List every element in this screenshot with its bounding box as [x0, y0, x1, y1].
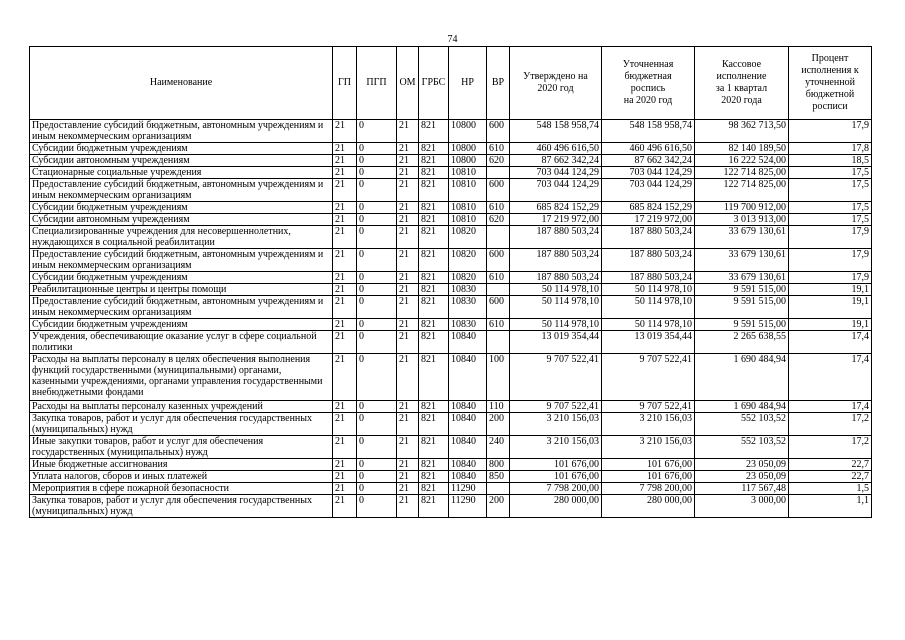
row-name-cell: Предоставление субсидий бюджетным, автономным учреждениям и иным некоммерческим организациям [30, 179, 333, 202]
row-pgp-cell: 0 [357, 319, 397, 331]
row-refined-cell: 50 114 978,10 [602, 284, 695, 296]
row-percent-cell: 17,9 [789, 249, 872, 272]
row-name-cell: Предоставление субсидий бюджетным, автономным учреждениям и иным некоммерческим организациям [30, 120, 333, 143]
header-cash-line: за 1 квартал [715, 83, 768, 94]
row-name-cell: Субсидии автономным учреждениям [30, 214, 333, 226]
row-name-cell: Стационарные социальные учреждения [30, 167, 333, 179]
row-vr-cell: 600 [487, 179, 510, 202]
row-refined-cell: 13 019 354,44 [602, 331, 695, 354]
table-row [30, 167, 872, 179]
row-pgp-cell: 0 [357, 284, 397, 296]
row-cash-cell: 1 690 484,94 [695, 354, 789, 401]
table-row [30, 214, 872, 226]
row-nr-cell: 10840 [449, 436, 487, 459]
row-om-cell: 21 [397, 483, 419, 495]
row-vr-cell [487, 331, 510, 354]
row-percent-cell: 17,9 [789, 226, 872, 249]
row-percent-cell: 17,5 [789, 179, 872, 202]
row-grbs-cell: 821 [419, 459, 449, 471]
table-row [30, 179, 872, 202]
row-cash-cell: 9 591 515,00 [695, 284, 789, 296]
row-approved-cell: 50 114 978,10 [510, 296, 602, 319]
header-refined-line: на 2020 год [623, 95, 673, 106]
row-approved-cell: 50 114 978,10 [510, 319, 602, 331]
header-refined-line: роспись [630, 83, 666, 94]
table-row [30, 249, 872, 272]
row-gp-cell: 21 [333, 319, 357, 331]
row-nr-cell: 10810 [449, 202, 487, 214]
row-vr-cell: 110 [487, 401, 510, 413]
row-pgp-cell: 0 [357, 483, 397, 495]
header-cash [695, 47, 789, 120]
row-pgp-cell: 0 [357, 272, 397, 284]
row-percent-cell: 17,4 [789, 401, 872, 413]
header-refined-line: бюджетная [624, 71, 672, 82]
row-nr-cell: 10820 [449, 272, 487, 284]
row-approved-cell: 703 044 124,29 [510, 167, 602, 179]
row-percent-cell: 1,1 [789, 495, 872, 518]
row-gp-cell: 21 [333, 155, 357, 167]
row-pgp-cell: 0 [357, 120, 397, 143]
row-vr-cell [487, 167, 510, 179]
row-pgp-cell: 0 [357, 155, 397, 167]
header-percent-line: уточненной [805, 77, 855, 88]
row-om-cell: 21 [397, 143, 419, 155]
row-om-cell: 21 [397, 401, 419, 413]
row-refined-cell: 460 496 616,50 [602, 143, 695, 155]
row-name-cell: Субсидии бюджетным учреждениям [30, 143, 333, 155]
row-nr-cell: 11290 [449, 495, 487, 518]
row-grbs-cell: 821 [419, 167, 449, 179]
row-name-cell: Закупка товаров, работ и услуг для обеспечения государственных (муниципальных) нужд [30, 413, 333, 436]
row-grbs-cell: 821 [419, 120, 449, 143]
row-cash-cell: 3 013 913,00 [695, 214, 789, 226]
row-om-cell: 21 [397, 214, 419, 226]
row-percent-cell: 19,1 [789, 319, 872, 331]
table-row [30, 495, 872, 518]
row-grbs-cell: 821 [419, 202, 449, 214]
header-name: Наименование [30, 47, 333, 120]
row-cash-cell: 3 000,00 [695, 495, 789, 518]
row-cash-cell: 1 690 484,94 [695, 401, 789, 413]
row-om-cell: 21 [397, 319, 419, 331]
row-gp-cell: 21 [333, 354, 357, 401]
header-percent-line: исполнения к [801, 65, 859, 76]
row-name-cell: Мероприятия в сфере пожарной безопасности [30, 483, 333, 495]
row-approved-cell: 3 210 156,03 [510, 436, 602, 459]
row-vr-cell: 600 [487, 296, 510, 319]
row-om-cell: 21 [397, 249, 419, 272]
row-vr-cell: 850 [487, 471, 510, 483]
row-approved-cell: 101 676,00 [510, 471, 602, 483]
row-vr-cell: 600 [487, 249, 510, 272]
row-gp-cell: 21 [333, 471, 357, 483]
row-grbs-cell: 821 [419, 249, 449, 272]
row-name-cell: Предоставление субсидий бюджетным, автономным учреждениям и иным некоммерческим организациям [30, 296, 333, 319]
row-refined-cell: 703 044 124,29 [602, 179, 695, 202]
table-row [30, 272, 872, 284]
row-percent-cell: 1,5 [789, 483, 872, 495]
row-grbs-cell: 821 [419, 413, 449, 436]
row-om-cell: 21 [397, 331, 419, 354]
row-percent-cell: 17,5 [789, 214, 872, 226]
row-gp-cell: 21 [333, 495, 357, 518]
row-om-cell: 21 [397, 354, 419, 401]
row-cash-cell: 2 265 638,55 [695, 331, 789, 354]
row-pgp-cell: 0 [357, 143, 397, 155]
row-approved-cell: 9 707 522,41 [510, 401, 602, 413]
row-cash-cell: 9 591 515,00 [695, 319, 789, 331]
row-grbs-cell: 821 [419, 296, 449, 319]
row-grbs-cell: 821 [419, 483, 449, 495]
row-vr-cell: 610 [487, 202, 510, 214]
row-refined-cell: 9 707 522,41 [602, 354, 695, 401]
row-cash-cell: 552 103,52 [695, 436, 789, 459]
row-om-cell: 21 [397, 202, 419, 214]
row-name-cell: Закупка товаров, работ и услуг для обеспечения государственных (муниципальных) нужд [30, 495, 333, 518]
row-name-cell: Предоставление субсидий бюджетным, автономным учреждениям и иным некоммерческим организациям [30, 249, 333, 272]
row-percent-cell: 17,4 [789, 331, 872, 354]
table-row [30, 202, 872, 214]
row-cash-cell: 33 679 130,61 [695, 272, 789, 284]
row-nr-cell: 10800 [449, 155, 487, 167]
row-om-cell: 21 [397, 120, 419, 143]
row-om-cell: 21 [397, 167, 419, 179]
header-grbs: ГРБС [419, 47, 449, 120]
row-vr-cell: 240 [487, 436, 510, 459]
header-pgp: ПГП [357, 47, 397, 120]
budget-execution-table [29, 46, 872, 518]
row-name-cell: Субсидии бюджетным учреждениям [30, 202, 333, 214]
row-approved-cell: 280 000,00 [510, 495, 602, 518]
row-om-cell: 21 [397, 495, 419, 518]
row-nr-cell: 10800 [449, 120, 487, 143]
row-gp-cell: 21 [333, 214, 357, 226]
table-row [30, 284, 872, 296]
row-pgp-cell: 0 [357, 459, 397, 471]
row-vr-cell [487, 226, 510, 249]
row-gp-cell: 21 [333, 226, 357, 249]
row-name-cell: Учреждения, обеспечивающие оказание услуг в сфере социальной политики [30, 331, 333, 354]
row-vr-cell [487, 284, 510, 296]
row-gp-cell: 21 [333, 167, 357, 179]
table-row [30, 436, 872, 459]
row-pgp-cell: 0 [357, 179, 397, 202]
row-name-cell: Субсидии бюджетным учреждениям [30, 319, 333, 331]
row-name-cell: Уплата налогов, сборов и иных платежей [30, 471, 333, 483]
row-cash-cell: 82 140 189,50 [695, 143, 789, 155]
row-nr-cell: 10800 [449, 143, 487, 155]
row-cash-cell: 33 679 130,61 [695, 226, 789, 249]
row-pgp-cell: 0 [357, 202, 397, 214]
row-refined-cell: 9 707 522,41 [602, 401, 695, 413]
row-pgp-cell: 0 [357, 214, 397, 226]
row-pgp-cell: 0 [357, 331, 397, 354]
header-refined [602, 47, 695, 120]
row-gp-cell: 21 [333, 120, 357, 143]
header-gp: ГП [333, 47, 357, 120]
row-refined-cell: 280 000,00 [602, 495, 695, 518]
row-cash-cell: 122 714 825,00 [695, 179, 789, 202]
row-gp-cell: 21 [333, 331, 357, 354]
row-refined-cell: 187 880 503,24 [602, 226, 695, 249]
row-approved-cell: 9 707 522,41 [510, 354, 602, 401]
row-name-cell: Субсидии автономным учреждениям [30, 155, 333, 167]
row-nr-cell: 10820 [449, 226, 487, 249]
row-approved-cell: 101 676,00 [510, 459, 602, 471]
row-nr-cell: 11290 [449, 483, 487, 495]
row-refined-cell: 187 880 503,24 [602, 249, 695, 272]
row-pgp-cell: 0 [357, 495, 397, 518]
row-grbs-cell: 821 [419, 471, 449, 483]
header-om: ОМ [397, 47, 419, 120]
row-percent-cell: 22,7 [789, 459, 872, 471]
row-name-cell: Иные закупки товаров, работ и услуг для обеспечения государственных (муниципальных) нужд [30, 436, 333, 459]
row-pgp-cell: 0 [357, 471, 397, 483]
header-percent [789, 47, 872, 120]
row-nr-cell: 10840 [449, 401, 487, 413]
row-cash-cell: 122 714 825,00 [695, 167, 789, 179]
row-refined-cell: 3 210 156,03 [602, 413, 695, 436]
row-name-cell: Специализированные учреждения для несовершеннолетних, нуждающихся в социальной реабилитации [30, 226, 333, 249]
row-grbs-cell: 821 [419, 226, 449, 249]
row-refined-cell: 101 676,00 [602, 459, 695, 471]
row-nr-cell: 10840 [449, 331, 487, 354]
row-grbs-cell: 821 [419, 284, 449, 296]
row-cash-cell: 552 103,52 [695, 413, 789, 436]
row-approved-cell: 703 044 124,29 [510, 179, 602, 202]
row-percent-cell: 17,5 [789, 202, 872, 214]
row-refined-cell: 7 798 200,00 [602, 483, 695, 495]
row-cash-cell: 98 362 713,50 [695, 120, 789, 143]
table-row [30, 413, 872, 436]
row-percent-cell: 17,2 [789, 436, 872, 459]
row-gp-cell: 21 [333, 401, 357, 413]
header-approved-line: Утверждено на [523, 71, 588, 82]
header-approved [510, 47, 602, 120]
row-cash-cell: 23 050,09 [695, 471, 789, 483]
row-grbs-cell: 821 [419, 354, 449, 401]
row-refined-cell: 101 676,00 [602, 471, 695, 483]
row-gp-cell: 21 [333, 284, 357, 296]
header-vr: ВР [487, 47, 510, 120]
row-refined-cell: 17 219 972,00 [602, 214, 695, 226]
header-cash-line: Кассовое [721, 59, 762, 70]
row-nr-cell: 10810 [449, 214, 487, 226]
row-percent-cell: 18,5 [789, 155, 872, 167]
row-pgp-cell: 0 [357, 413, 397, 436]
table-row [30, 483, 872, 495]
row-cash-cell: 16 222 524,00 [695, 155, 789, 167]
row-gp-cell: 21 [333, 483, 357, 495]
row-approved-cell: 17 219 972,00 [510, 214, 602, 226]
row-refined-cell: 703 044 124,29 [602, 167, 695, 179]
row-vr-cell: 800 [487, 459, 510, 471]
row-gp-cell: 21 [333, 436, 357, 459]
row-om-cell: 21 [397, 272, 419, 284]
row-nr-cell: 10840 [449, 413, 487, 436]
row-approved-cell: 548 158 958,74 [510, 120, 602, 143]
row-pgp-cell: 0 [357, 436, 397, 459]
row-gp-cell: 21 [333, 179, 357, 202]
row-percent-cell: 17,9 [789, 272, 872, 284]
row-nr-cell: 10840 [449, 354, 487, 401]
table-row [30, 471, 872, 483]
row-approved-cell: 13 019 354,44 [510, 331, 602, 354]
header-approved-line: 2020 год [537, 83, 574, 94]
row-om-cell: 21 [397, 226, 419, 249]
row-grbs-cell: 821 [419, 179, 449, 202]
row-gp-cell: 21 [333, 296, 357, 319]
table-row [30, 331, 872, 354]
row-vr-cell: 610 [487, 272, 510, 284]
row-cash-cell: 117 567,48 [695, 483, 789, 495]
row-gp-cell: 21 [333, 202, 357, 214]
row-vr-cell: 610 [487, 319, 510, 331]
row-refined-cell: 548 158 958,74 [602, 120, 695, 143]
row-om-cell: 21 [397, 413, 419, 436]
row-name-cell: Реабилитационные центры и центры помощи [30, 284, 333, 296]
row-om-cell: 21 [397, 459, 419, 471]
table-row [30, 459, 872, 471]
row-refined-cell: 50 114 978,10 [602, 296, 695, 319]
row-vr-cell [487, 483, 510, 495]
row-percent-cell: 19,1 [789, 284, 872, 296]
row-approved-cell: 7 798 200,00 [510, 483, 602, 495]
row-percent-cell: 17,5 [789, 167, 872, 179]
row-name-cell: Иные бюджетные ассигнования [30, 459, 333, 471]
row-grbs-cell: 821 [419, 436, 449, 459]
table-header-row [30, 47, 872, 120]
header-percent-line: росписи [812, 101, 848, 112]
row-pgp-cell: 0 [357, 226, 397, 249]
row-pgp-cell: 0 [357, 296, 397, 319]
row-percent-cell: 17,9 [789, 120, 872, 143]
row-om-cell: 21 [397, 284, 419, 296]
row-vr-cell: 100 [487, 354, 510, 401]
row-vr-cell: 620 [487, 214, 510, 226]
row-om-cell: 21 [397, 296, 419, 319]
row-grbs-cell: 821 [419, 155, 449, 167]
row-om-cell: 21 [397, 436, 419, 459]
header-cash-line: исполнение [716, 71, 767, 82]
row-om-cell: 21 [397, 155, 419, 167]
row-gp-cell: 21 [333, 413, 357, 436]
row-om-cell: 21 [397, 179, 419, 202]
row-gp-cell: 21 [333, 249, 357, 272]
row-percent-cell: 17,4 [789, 354, 872, 401]
row-gp-cell: 21 [333, 143, 357, 155]
row-vr-cell: 610 [487, 143, 510, 155]
row-approved-cell: 460 496 616,50 [510, 143, 602, 155]
table-row [30, 354, 872, 401]
row-nr-cell: 10810 [449, 179, 487, 202]
row-grbs-cell: 821 [419, 214, 449, 226]
header-nr: НР [449, 47, 487, 120]
table-row [30, 319, 872, 331]
row-approved-cell: 187 880 503,24 [510, 226, 602, 249]
row-refined-cell: 187 880 503,24 [602, 272, 695, 284]
row-pgp-cell: 0 [357, 167, 397, 179]
row-refined-cell: 50 114 978,10 [602, 319, 695, 331]
row-grbs-cell: 821 [419, 331, 449, 354]
row-refined-cell: 3 210 156,03 [602, 436, 695, 459]
row-approved-cell: 50 114 978,10 [510, 284, 602, 296]
row-grbs-cell: 821 [419, 495, 449, 518]
row-nr-cell: 10840 [449, 459, 487, 471]
row-cash-cell: 9 591 515,00 [695, 296, 789, 319]
page-number: 74 [447, 34, 458, 45]
header-refined-line: Уточненная [622, 59, 674, 70]
row-nr-cell: 10820 [449, 249, 487, 272]
row-approved-cell: 187 880 503,24 [510, 272, 602, 284]
row-nr-cell: 10810 [449, 167, 487, 179]
row-pgp-cell: 0 [357, 401, 397, 413]
row-grbs-cell: 821 [419, 401, 449, 413]
row-gp-cell: 21 [333, 459, 357, 471]
header-cash-line: 2020 года [721, 95, 762, 106]
row-grbs-cell: 821 [419, 143, 449, 155]
row-grbs-cell: 821 [419, 319, 449, 331]
row-pgp-cell: 0 [357, 354, 397, 401]
header-percent-line: Процент [811, 53, 849, 64]
row-percent-cell: 19,1 [789, 296, 872, 319]
row-refined-cell: 685 824 152,29 [602, 202, 695, 214]
row-gp-cell: 21 [333, 272, 357, 284]
row-vr-cell: 600 [487, 120, 510, 143]
row-nr-cell: 10830 [449, 319, 487, 331]
table-row [30, 120, 872, 143]
row-percent-cell: 22,7 [789, 471, 872, 483]
row-cash-cell: 33 679 130,61 [695, 249, 789, 272]
row-approved-cell: 3 210 156,03 [510, 413, 602, 436]
table-row [30, 296, 872, 319]
row-percent-cell: 17,8 [789, 143, 872, 155]
row-approved-cell: 87 662 342,24 [510, 155, 602, 167]
row-name-cell: Расходы на выплаты персоналу казенных учреждений [30, 401, 333, 413]
row-cash-cell: 23 050,09 [695, 459, 789, 471]
header-percent-line: бюджетной [805, 89, 855, 100]
row-cash-cell: 119 700 912,00 [695, 202, 789, 214]
row-percent-cell: 17,2 [789, 413, 872, 436]
table-row [30, 401, 872, 413]
row-name-cell: Расходы на выплаты персоналу в целях обеспечения выполнения функций государственными (муниципальными) органами, казенными учреждениями, органами управления государственными внебюджетными фондами [30, 354, 333, 401]
row-approved-cell: 685 824 152,29 [510, 202, 602, 214]
table-row [30, 155, 872, 167]
table-row [30, 143, 872, 155]
row-nr-cell: 10840 [449, 471, 487, 483]
row-name-cell: Субсидии бюджетным учреждениям [30, 272, 333, 284]
row-nr-cell: 10830 [449, 296, 487, 319]
row-pgp-cell: 0 [357, 249, 397, 272]
row-vr-cell: 200 [487, 495, 510, 518]
row-approved-cell: 187 880 503,24 [510, 249, 602, 272]
row-refined-cell: 87 662 342,24 [602, 155, 695, 167]
row-vr-cell: 620 [487, 155, 510, 167]
table-body [30, 120, 872, 518]
row-vr-cell: 200 [487, 413, 510, 436]
table-row [30, 226, 872, 249]
row-grbs-cell: 821 [419, 272, 449, 284]
row-nr-cell: 10830 [449, 284, 487, 296]
row-om-cell: 21 [397, 471, 419, 483]
